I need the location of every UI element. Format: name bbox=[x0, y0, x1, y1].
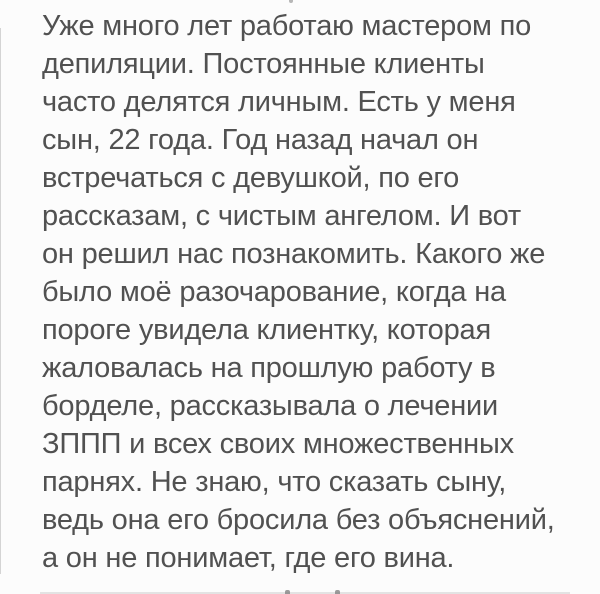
story-line: сын, 22 года. Год назад начал он bbox=[42, 124, 479, 156]
story-line: он решил нас познакомить. Какого же bbox=[42, 238, 546, 270]
story-line: борделе, рассказывала о лечении bbox=[42, 390, 499, 422]
story-text bbox=[42, 7, 588, 577]
story-line: парнях. Не знаю, что сказать сыну, bbox=[42, 466, 507, 498]
story-line: а он не понимает, где его вина. bbox=[42, 542, 455, 574]
bottom-crop-speck bbox=[335, 590, 340, 594]
top-crop-artifact bbox=[289, 0, 293, 3]
story-line: часто делятся личным. Есть у меня bbox=[42, 86, 516, 118]
story-line: жаловалась на прошлую работу в bbox=[42, 352, 496, 384]
story-line: пороге увидела клиентку, которая bbox=[42, 314, 491, 346]
story-line: депиляции. Постоянные клиенты bbox=[42, 48, 485, 80]
story-line: ЗППП и всех своих множественных bbox=[42, 428, 514, 460]
story-line: рассказам, с чистым ангелом. И вот bbox=[42, 200, 521, 232]
story-line: Уже много лет работаю мастером по bbox=[42, 10, 532, 42]
story-line: было моё разочарование, когда на bbox=[42, 276, 506, 308]
left-crop-artifact bbox=[0, 28, 1, 574]
bottom-crop-speck bbox=[285, 590, 290, 594]
story-line: ведь она его бросила без объяснений, bbox=[42, 504, 555, 536]
story-line: встречаться с девушкой, по его bbox=[42, 162, 460, 194]
